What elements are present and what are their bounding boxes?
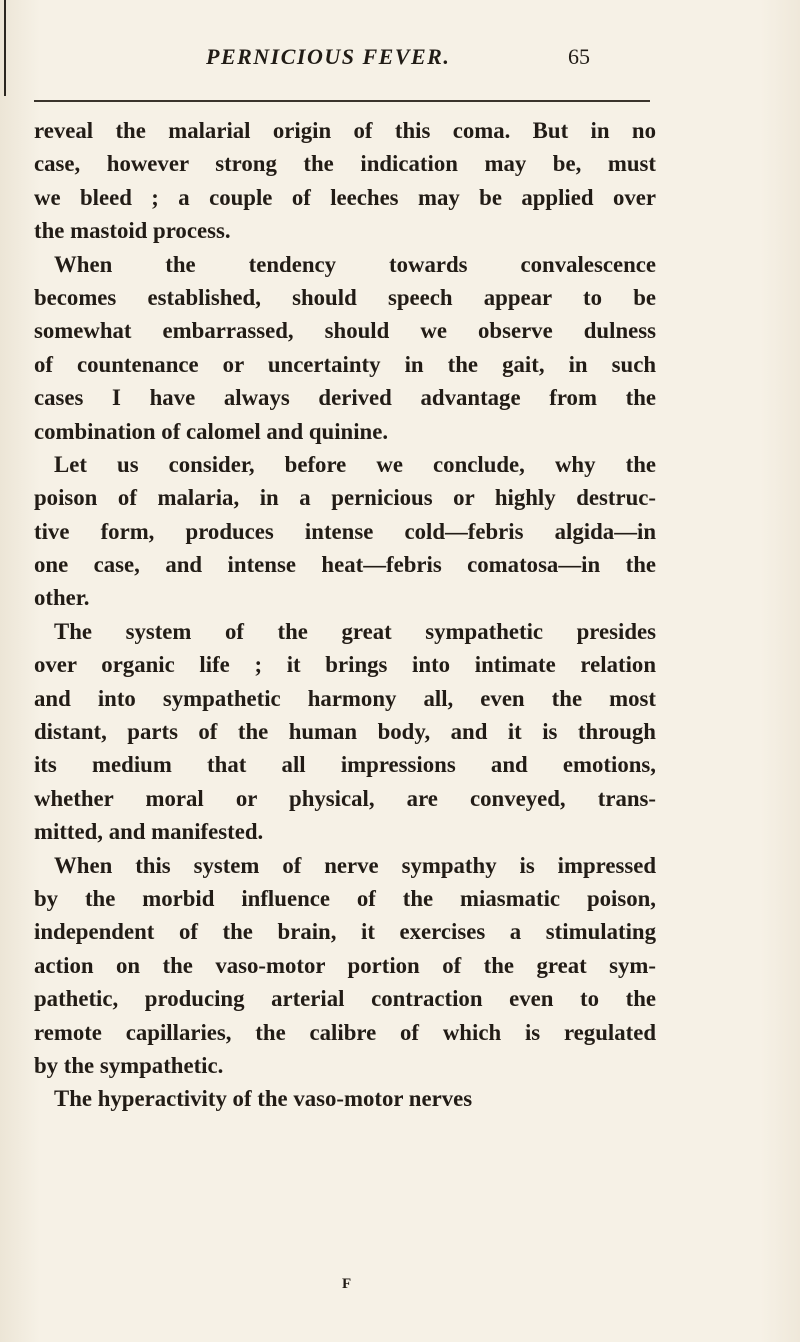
- running-title: PERNICIOUS FEVER.: [206, 44, 451, 69]
- text-line: somewhat embarrassed, should we observe dulness: [34, 318, 656, 344]
- text-line: combination of calomel and quinine.: [34, 418, 389, 444]
- text-line: of countenance or uncertainty in the gait, in such: [34, 351, 656, 377]
- text-line: and into sympathetic harmony all, even the most: [34, 685, 656, 711]
- text-line: The hyperactivity of the vaso-motor nerves: [54, 1086, 473, 1112]
- text-line: one case, and intense heat—febris comatosa—in the: [34, 552, 656, 578]
- page-edge-line: [4, 0, 6, 96]
- text-line: Let us consider, before we conclude, why the: [54, 451, 656, 477]
- text-line: mitted, and manifested.: [34, 819, 264, 845]
- text-line: When the tendency towards convalescence: [54, 251, 656, 277]
- text-line: the mastoid process.: [34, 218, 231, 244]
- text-line: its medium that all impressions and emotions,: [34, 752, 656, 778]
- text-line: becomes established, should speech appear to be: [34, 284, 656, 310]
- page-header: [206, 44, 596, 80]
- text-line: When this system of nerve sympathy is impressed: [54, 852, 656, 878]
- text-line: reveal the malarial origin of this coma. But in no: [34, 118, 656, 143]
- text-line: by the sympathetic.: [34, 1052, 224, 1078]
- text-line: action on the vaso-motor portion of the great sym-: [34, 952, 656, 978]
- text-line: poison of malaria, in a pernicious or highly destruc-: [34, 485, 656, 511]
- text-line: The system of the great sympathetic presides: [54, 618, 656, 644]
- signature-mark: F: [342, 1276, 352, 1292]
- text-line: remote capillaries, the calibre of which is regulated: [34, 1019, 656, 1045]
- text-line: tive form, produces intense cold—febris algida—in: [34, 518, 656, 544]
- text-line: over organic life ; it brings into intimate relation: [34, 652, 656, 678]
- text-line: case, however strong the indication may be, must: [34, 151, 656, 177]
- text-line: we bleed ; a couple of leeches may be applied over: [34, 184, 656, 210]
- text-line: independent of the brain, it exercises a stimulating: [34, 919, 656, 945]
- text-line: pathetic, producing arterial contraction even to the: [34, 986, 656, 1012]
- text-line: whether moral or physical, are conveyed, trans-: [34, 785, 656, 811]
- text-line: other.: [34, 585, 90, 611]
- page-number: 65: [568, 44, 590, 69]
- header-rule: [34, 100, 650, 102]
- text-line: by the morbid influence of the miasmatic poison,: [34, 885, 656, 911]
- body-text: [34, 114, 656, 1116]
- text-line: cases I have always derived advantage from the: [34, 385, 656, 411]
- text-line: distant, parts of the human body, and it is through: [34, 719, 656, 745]
